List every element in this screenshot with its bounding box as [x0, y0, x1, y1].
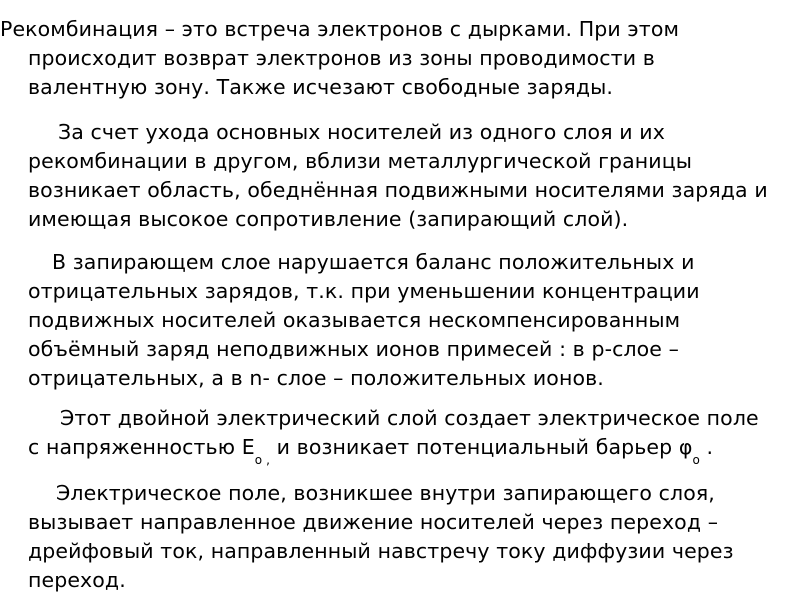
text-fragment: . [699, 435, 714, 459]
paragraph-drift-current [0, 479, 790, 595]
text-line: В запирающем слое нарушается баланс положительных и [52, 250, 695, 274]
text-line: объёмный заряд неподвижных ионов примесей : в p-слое – [28, 337, 679, 361]
paragraph-charge-balance [0, 248, 790, 393]
text-line: рекомбинации в другом, вблизи металлургической границы [28, 149, 693, 173]
subscript-field-index: о , [254, 453, 271, 467]
text-line [0, 433, 790, 465]
text-line: Электрическое поле, возникшее внутри запирающего слоя, [56, 481, 715, 505]
text-line: имеющая высокое сопротивление (запирающий слой). [28, 207, 629, 231]
text-line: валентную зону. Также исчезают свободные заряды. [28, 75, 614, 99]
text-line: возникает область, обеднённая подвижными носителями заряда и [28, 178, 768, 202]
paragraph-double-layer [0, 404, 790, 465]
paragraph-recombination [0, 15, 790, 102]
text-line: отрицательных, а в n- слое – положительных ионов. [28, 366, 604, 390]
text-fragment: с напряженностью Е [28, 435, 255, 459]
text-line: происходит возврат электронов из зоны проводимости в [28, 46, 655, 70]
text-line: Этот двойной электрический слой создает электрическое поле [60, 406, 759, 430]
subscript-barrier-index: о [692, 453, 700, 467]
text-line: Рекомбинация – это встреча электронов с дырками. При этом [0, 17, 680, 41]
text-line: отрицательных зарядов, т.к. при уменьшении концентрации [28, 279, 700, 303]
text-line: дрейфовый ток, направленный навстречу току диффузии через [28, 539, 734, 563]
text-line: вызывает направленное движение носителей через переход – [28, 510, 719, 534]
text-line: За счет ухода основных носителей из одного слоя и их [58, 120, 665, 144]
paragraph-depletion-layer [0, 118, 790, 234]
text-fragment: и возникает потенциальный барьер φ [270, 435, 693, 459]
text-line: переход. [28, 568, 126, 592]
text-line: подвижных носителей оказывается нескомпенсированным [28, 308, 681, 332]
